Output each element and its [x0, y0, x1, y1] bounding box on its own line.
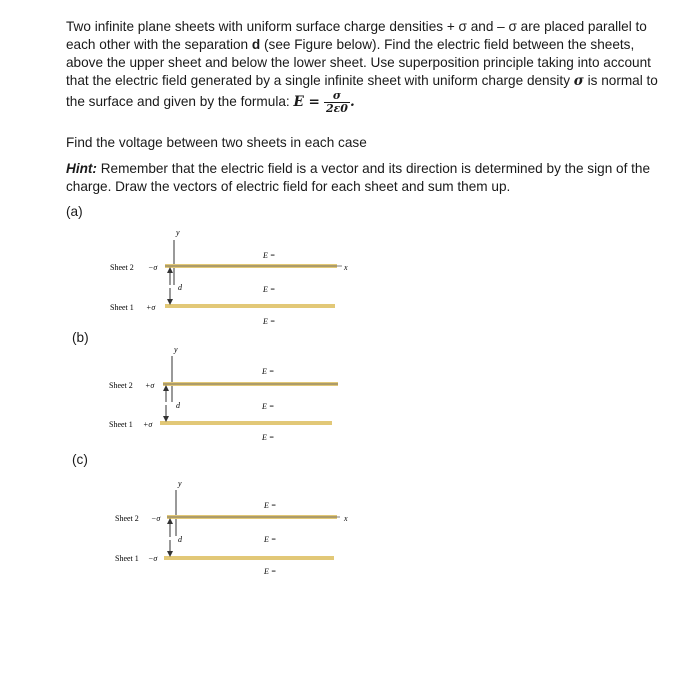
formula-period: . [349, 94, 355, 111]
sheet-2-label: Sheet 2 [109, 381, 133, 390]
statement-text-2: (see Figure below). Find the electric field between the sheets, above the upper sheet and below the lower sheet. Use superposition principle taking into account that the electric field generated by a single infinite sheet with uniform charge density [66, 37, 651, 88]
field-between-label: E = [263, 285, 276, 294]
separation-label: d [178, 283, 182, 292]
part-a-diagram [110, 228, 348, 326]
sheet-2-charge: −σ [151, 514, 161, 523]
hint-text: Remember that the electric field is a vector and its direction is determined by the sign of the charge. Draw the vectors of electric field for each sheet and sum them up. [66, 161, 651, 194]
field-below-label: E = [264, 567, 277, 576]
field-between-label: E = [264, 535, 277, 544]
separation-label: d [178, 535, 182, 544]
x-axis-label: x [344, 514, 348, 523]
field-below-label: E = [262, 433, 275, 442]
field-between-label: E = [262, 402, 275, 411]
formula-lhs: E = [293, 94, 320, 111]
y-axis-label: y [176, 228, 180, 237]
field-above-label: E = [264, 501, 277, 510]
sheet-2-label: Sheet 2 [110, 263, 134, 272]
sheet-1 [160, 421, 332, 425]
sheet-1-label: Sheet 1 [115, 554, 139, 563]
sheet-2-label: Sheet 2 [115, 514, 139, 523]
part-b-diagram [109, 345, 338, 442]
field-above-label: E = [262, 367, 275, 376]
sheet-1-charge: −σ [148, 554, 158, 563]
hint-label: Hint: [66, 161, 97, 176]
sheet-1-label: Sheet 1 [109, 420, 133, 429]
voltage-question: Find the voltage between two sheets in each case [66, 135, 367, 150]
sheet-1 [164, 556, 334, 560]
part-c-diagram [115, 479, 348, 576]
sheet-1-label: Sheet 1 [110, 303, 134, 312]
sheet-2-charge: +σ [145, 381, 155, 390]
statement-text-1: Two infinite plane sheets with uniform surface charge densities + σ and – σ are placed parallel to each other with the separation [66, 19, 647, 52]
sigma-symbol: σ [573, 73, 584, 89]
part-c-label: (c) [72, 452, 88, 467]
sheet-2-charge: −σ [148, 263, 158, 272]
formula-numerator: σ [324, 90, 350, 103]
x-axis-label: x [344, 263, 348, 272]
y-axis-label: y [174, 345, 178, 354]
sheet-1-charge: +σ [146, 303, 156, 312]
field-below-label: E = [263, 317, 276, 326]
separation-label: d [176, 401, 180, 410]
formula-denominator: 2ε0 [325, 102, 348, 115]
part-b-label: (b) [72, 330, 89, 345]
part-a-label: (a) [66, 204, 83, 219]
sheet-1-charge: +σ [143, 420, 153, 429]
field-above-label: E = [263, 251, 276, 260]
separation-symbol: d [251, 37, 261, 52]
statement-text-3: is normal to the surface and given by the formula: [66, 73, 658, 110]
sheet-1 [165, 304, 335, 308]
y-axis-label: y [178, 479, 182, 488]
